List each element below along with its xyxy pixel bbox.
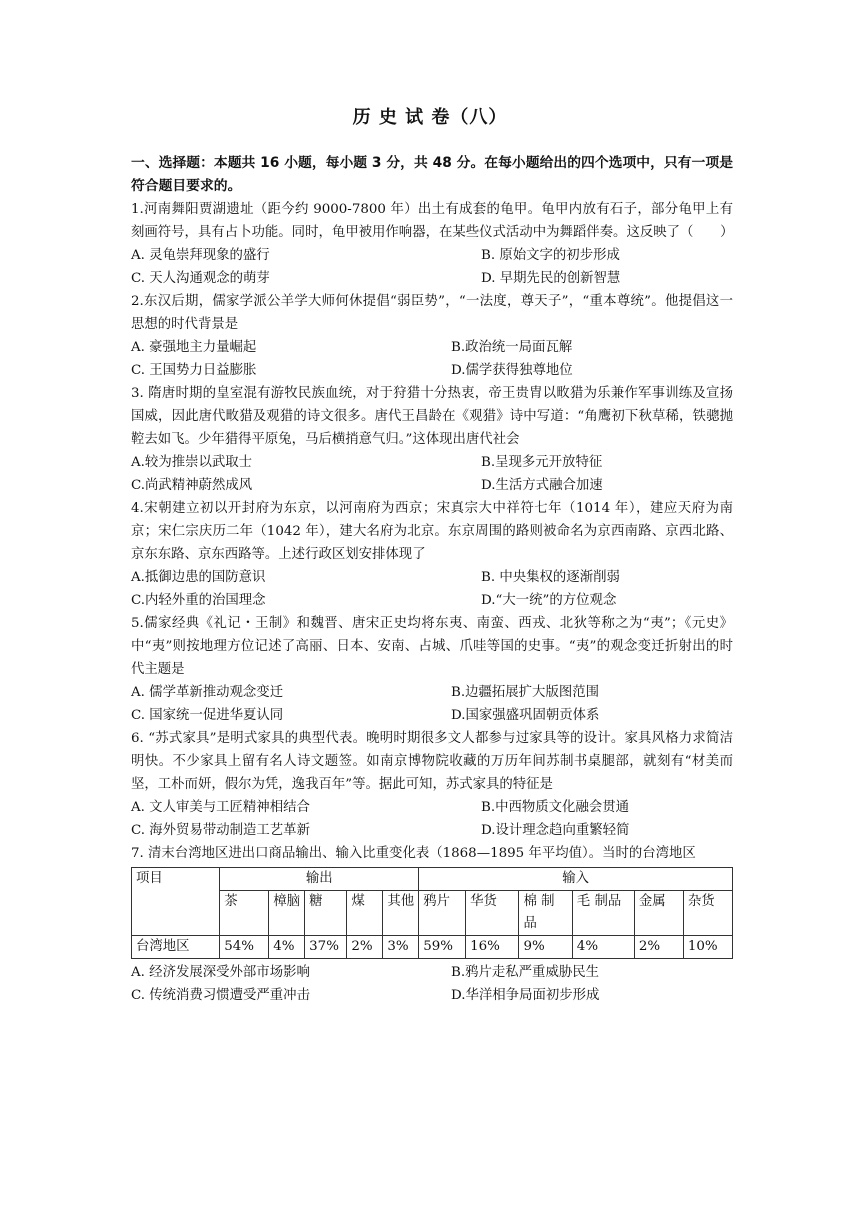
question-5-options — [131, 681, 733, 727]
question-4-stem: 4.宋朝建立初以开封府为东京，以河南府为西京；宋真宗大中祥符七年（1014 年），建应天府为南京；宋仁宗庆历二年（1042 年），建大名府为北京。东京周围的路则被命名为京西南路、京西北路、京东东路、京东西路等。上述行政区划安排体现了 — [131, 501, 733, 562]
question-1-options — [131, 244, 733, 290]
option-b[interactable]: B. 中央集权的逐渐削弱 — [481, 570, 620, 585]
trade-ratio-table — [131, 867, 733, 959]
option-b[interactable]: B.鸦片走私严重威胁民生 — [451, 965, 600, 980]
table-col-header: 糖 — [305, 891, 347, 936]
option-a[interactable]: A. 灵龟崇拜现象的盛行 — [131, 248, 270, 263]
table-header-item: 项目 — [132, 868, 220, 936]
question-7-stem: 7. 清末台湾地区进出口商品输出、输入比重变化表（1868—1895 年平均值）。当时的台湾地区 — [131, 846, 696, 861]
option-d[interactable]: D.生活方式融合加速 — [481, 478, 603, 493]
option-b[interactable]: B. 原始文字的初步形成 — [481, 248, 620, 263]
question-5-stem: 5.儒家经典《礼记・王制》和魏晋、唐宋正史均将东夷、南蛮、西戎、北狄等称之为“夷”；《元史》中“夷”则按地理方位记述了高丽、日本、安南、占城、爪哇等国的史事。“夷”的观念变迁折射出的时代主题是 — [131, 616, 733, 677]
option-b[interactable]: B.呈现多元开放特征 — [481, 455, 603, 470]
table-cell: 37% — [305, 936, 347, 959]
option-a[interactable]: A.较为推崇以武取士 — [131, 455, 253, 470]
option-d[interactable]: D.华洋相争局面初步形成 — [451, 988, 600, 1003]
option-c[interactable]: C. 国家统一促进华夏认同 — [131, 708, 284, 723]
table-cell: 3% — [383, 936, 419, 959]
table-cell: 16% — [466, 936, 519, 959]
question-4-options — [131, 566, 733, 612]
table-col-header: 茶 — [220, 891, 269, 936]
table-subheader-row — [132, 891, 733, 936]
option-c[interactable]: C. 王国势力日益膨胀 — [131, 363, 257, 378]
question-3-stem: 3. 隋唐时期的皇室混有游牧民族血统，对于狩猎十分热衷，帝王贵胄以畋猎为乐兼作军事训练及宣扬国威，因此唐代畋猎及观猎的诗文很多。唐代王昌龄在《观猎》诗中写道：“角鹰初下秋草稀，铁骢抛鞚去如飞。少年猎得平原兔，马后横捎意气归。”这体现出唐代社会 — [131, 386, 733, 447]
option-a[interactable]: A.抵御边患的国防意识 — [131, 570, 266, 585]
table-col-header: 毛 制品 — [572, 891, 634, 936]
question-2-stem: 2.东汉后期，儒家学派公羊学大师何休提倡“弱臣势”，“一法度，尊天子”，“重本尊统”。他提倡这一思想的时代背景是 — [131, 294, 733, 332]
table-header-export: 输出 — [220, 868, 419, 891]
table-cell: 4% — [269, 936, 305, 959]
table-cell: 54% — [220, 936, 269, 959]
table-col-header: 杂货 — [683, 891, 732, 936]
option-a[interactable]: A. 儒学革新推动观念变迁 — [131, 685, 284, 700]
section-instructions: 一、选择题：本题共 16 小题，每小题 3 分，共 48 分。在每小题给出的四个选项中，只有一项是符合题目要求的。 — [131, 155, 733, 194]
table-cell: 59% — [419, 936, 466, 959]
table-col-header: 金属 — [634, 891, 683, 936]
option-d[interactable]: D.设计理念趋向重繁轻简 — [481, 823, 630, 838]
question-1-stem: 1.河南舞阳贾湖遗址（距今约 9000-7800 年）出土有成套的龟甲。龟甲内放有石子，部分龟甲上有刻画符号，具有占卜功能。同时，龟甲被用作响器，在某些仪式活动中为舞蹈伴奏。这反映了（ ） — [131, 202, 734, 240]
exam-content — [131, 152, 733, 1007]
table-col-header: 棉 制品 — [519, 891, 572, 936]
option-d[interactable]: D.“大一统”的方位观念 — [481, 593, 617, 608]
option-b[interactable]: B.政治统一局面瓦解 — [451, 340, 573, 355]
option-c[interactable]: C. 天人沟通观念的萌芽 — [131, 271, 270, 286]
option-b[interactable]: B.边疆拓展扩大版图范围 — [451, 685, 600, 700]
table-row-label: 台湾地区 — [132, 936, 220, 959]
table-header-import: 输入 — [419, 868, 733, 891]
table-row — [132, 936, 733, 959]
page-title: 历 史 试 卷（八） — [352, 107, 508, 128]
option-a[interactable]: A. 文人审美与工匠精神相结合 — [131, 800, 310, 815]
question-6-stem: 6. “苏式家具”是明式家具的典型代表。晚明时期很多文人都参与过家具等的设计。家具风格力求简洁明快。不少家具上留有名人诗文题签。如南京博物院收藏的万历年间苏制书桌腿部，就刻有“材美而坚，工朴而妍，假尔为凭，逸我百年”等。据此可知，苏式家具的特征是 — [131, 731, 733, 792]
table-col-header: 其他 — [383, 891, 419, 936]
option-d[interactable]: D.国家强盛巩固朝贡体系 — [451, 708, 600, 723]
table-cell: 2% — [634, 936, 683, 959]
option-c[interactable]: C. 传统消费习惯遭受严重冲击 — [131, 988, 310, 1003]
option-c[interactable]: C.尚武精神蔚然成风 — [131, 478, 253, 493]
option-d[interactable]: D.儒学获得独尊地位 — [451, 363, 573, 378]
question-2-options — [131, 336, 733, 382]
question-7-options — [131, 961, 733, 1007]
option-a[interactable]: A. 豪强地主力量崛起 — [131, 340, 257, 355]
table-col-header: 煤 — [347, 891, 383, 936]
table-col-header: 鸦片 — [419, 891, 466, 936]
table-col-header: 樟脑 — [269, 891, 305, 936]
question-3-options — [131, 451, 733, 497]
option-c[interactable]: C.内轻外重的治国理念 — [131, 593, 266, 608]
table-cell: 9% — [519, 936, 572, 959]
table-header-row — [132, 868, 733, 891]
option-d[interactable]: D. 早期先民的创新智慧 — [481, 271, 621, 286]
table-cell: 4% — [572, 936, 634, 959]
question-6-options — [131, 796, 733, 842]
option-c[interactable]: C. 海外贸易带动制造工艺革新 — [131, 823, 310, 838]
table-col-header: 华货 — [466, 891, 519, 936]
table-cell: 2% — [347, 936, 383, 959]
option-b[interactable]: B.中西物质文化融会贯通 — [481, 800, 630, 815]
option-a[interactable]: A. 经济发展深受外部市场影响 — [131, 965, 310, 980]
table-cell: 10% — [683, 936, 732, 959]
